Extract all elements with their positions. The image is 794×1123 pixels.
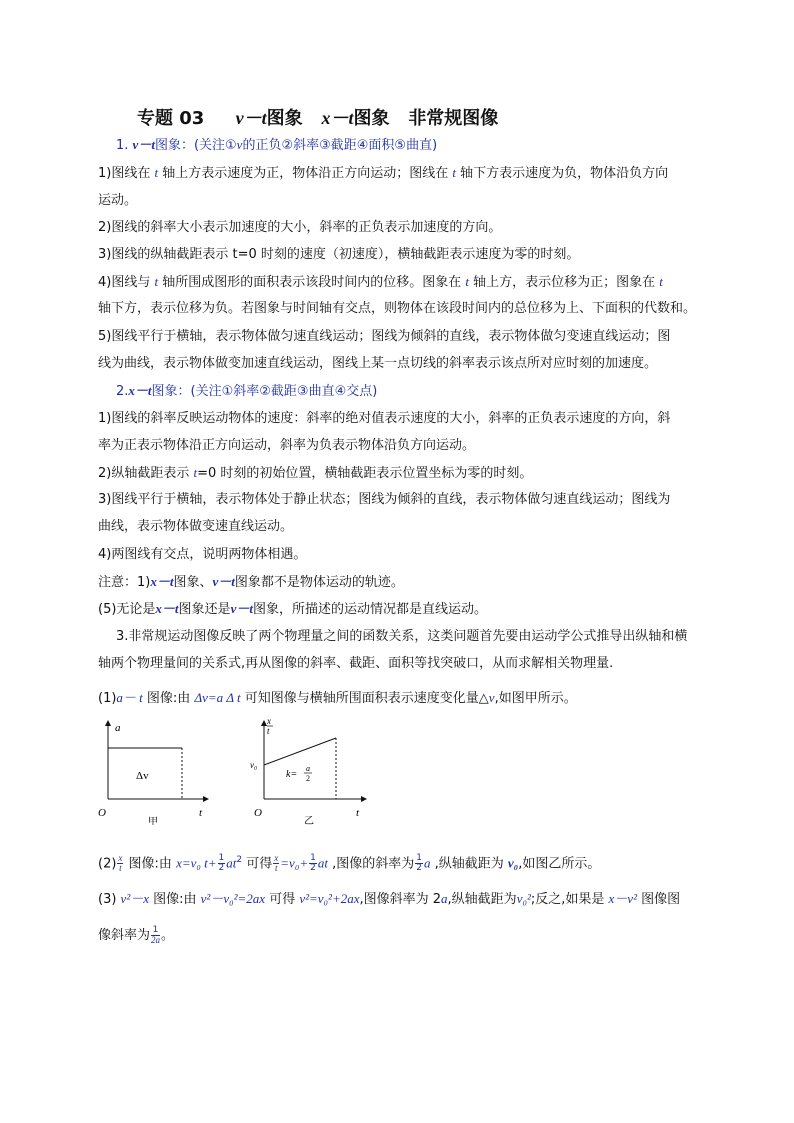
s2-item-1: 1)图线的斜率反映运动物体的速度：斜率的绝对值表示速度的大小，斜率的正负表示速度的方向，斜 [98, 411, 671, 426]
origin-label: O [98, 807, 106, 819]
caption-yi: 乙 [304, 816, 314, 825]
slope-label: k= [286, 769, 298, 780]
origin-label-yi: O [254, 807, 262, 819]
note5-line: (5)无论是x－t图象还是v－t图象，所描述的运动情况都是直线运动。 [98, 601, 487, 617]
s2-item-3-cont: 曲线，表示物体做变速直线运动。 [98, 519, 294, 534]
s2-item-4: 4)两图线有交点，说明两物体相遇。 [98, 547, 307, 562]
area-label: Δv [136, 770, 149, 782]
s1-item-4: 4)图线与 t 轴所围成图形的面积表示该段时间内的位移。图象在 t 轴上方，表示位移为正；图象在 t [98, 274, 663, 290]
p1-line: (1)a－ t 图像:由 Δv=a Δ t 可知图像与横轴所围面积表示速度变化量△v,如图甲所示。 [98, 690, 577, 706]
v0-label: v₀ [250, 760, 258, 770]
p2-line: (2) $\frac{x}{t}$ 图像:由 x=v₀ t+ $\frac{1}{2}$ $at^2$ 可得 $\frac{x}{t}$ =v₀+ $\frac{1}{2}$ at ,图像的斜率为 $\frac{1}{2}$ a ,纵轴截距为 v₀,如图乙所示。 [98, 853, 601, 874]
section1-heading: 1. v－t图象：(关注①v的正负②斜率③截距④面积⑤曲直) [116, 137, 438, 153]
axis-a-label: a [115, 722, 121, 734]
axis-t-label-yi: t [356, 807, 360, 819]
figure-jia [96, 715, 226, 829]
s1-item-2: 2)图线的斜率大小表示加速度的大小，斜率的正负表示加速度的方向。 [98, 220, 502, 235]
s1-item-4-cont: 轴下方，表示位移为负。若图象与时间轴有交点，则物体在该段时间内的总位移为上、下面积的代数和。 [98, 301, 697, 316]
figure-yi [250, 713, 380, 829]
s2-item-3: 3)图线平行于横轴，表示物体处于静止状态；图线为倾斜的直线，表示物体做匀速直线运动；图线为 [98, 492, 671, 507]
s1-item-3: 3)图线的纵轴截距表示 t=0 时刻的速度（初速度），横轴截距表示速度为零的时刻。 [98, 247, 580, 262]
axis-t-label: t [199, 807, 203, 819]
s1-item-5: 5)图线平行于横轴，表示物体做匀速直线运动；图线为倾斜的直线，表示物体做匀变速直线运动；图 [98, 329, 671, 344]
s1-item-1-cont: 运动。 [98, 193, 138, 208]
slope-den: 2 [306, 774, 310, 783]
p3-line-cont: 像斜率为 $\frac{1}{2a}$ 。 [98, 925, 175, 945]
page-title: 专题 03 v－t图象 x－t图象 非常规图像 [137, 108, 499, 129]
section3-line-1: 3.非常规运动图像反映了两个物理量之间的函数关系，这类问题首先要由运动学公式推导出纵轴和横 [116, 629, 688, 644]
note-line: 注意：1)x－t图象、v－t图象都不是物体运动的轨迹。 [98, 574, 404, 590]
section3-line-2: 轴两个物理量间的关系式,再从图像的斜率、截距、面积等找突破口，从而求解相关物理量. [98, 656, 614, 671]
section2-heading: 2.x－t图象：(关注①斜率②截距③曲直④交点) [116, 383, 378, 399]
slope-num: a [306, 764, 310, 773]
s2-item-1-cont: 率为正表示物体沿正方向运动，斜率为负表示物体沿负方向运动。 [98, 438, 476, 453]
s2-item-2: 2)纵轴截距表示 t=0 时刻的初始位置，横轴截距表示位置坐标为零的时刻。 [98, 465, 533, 481]
axis-x-over-t-num: x [267, 716, 271, 726]
s1-item-5-cont: 线为曲线，表示物体做变加速直线运动，图线上某一点切线的斜率表示该点所对应时刻的加速度。 [98, 356, 658, 371]
p3-line: (3) v²－x 图像:由 v²－v₀²=2ax 可得 v²=v₀²+2ax,图像斜率为 2a,纵轴截距为v₀²;反之,如果是 x－v² 图像图 [98, 891, 681, 907]
caption-jia: 甲 [148, 817, 158, 825]
s1-item-1: 1)图线在 t 轴上方表示速度为正，物体沿正方向运动；图线在 t 轴下方表示速度为负，物体沿负方向 [98, 165, 669, 181]
axis-x-over-t-den: t [267, 726, 270, 736]
